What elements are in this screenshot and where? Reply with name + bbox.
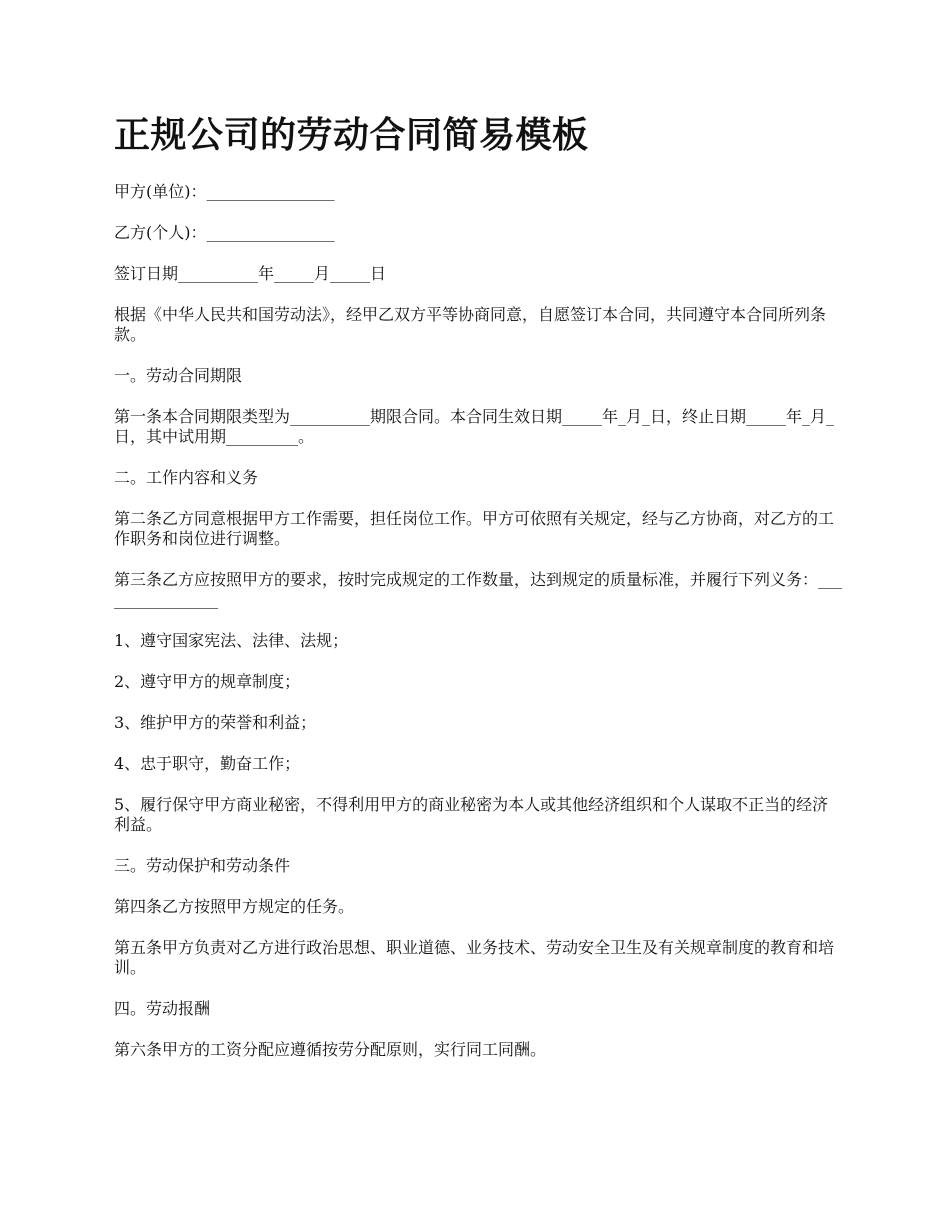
party-a-line: 甲方(单位)：________________	[114, 182, 335, 201]
section-heading-1: 一。劳动合同期限	[114, 366, 243, 385]
document-title: 正规公司的劳动合同简易模板	[114, 115, 589, 156]
article-1-paragraph: 第一条本合同期限类型为__________期限合同。本合同生效日期_____年_月_日，终止日期_____年_月_日，其中试用期_________。	[114, 407, 835, 446]
section-heading-3: 三。劳动保护和劳动条件	[114, 856, 291, 875]
preamble-paragraph: 根据《中华人民共和国劳动法》，经甲乙双方平等协商同意，自愿签订本合同，共同遵守本合同所列条款。	[114, 305, 827, 344]
duty-item-1: 1、遵守国家宪法、法律、法规；	[114, 631, 349, 650]
article-4-paragraph: 第四条乙方按照甲方规定的任务。	[114, 897, 355, 916]
duty-item-5: 5、履行保守甲方商业秘密，不得利用甲方的商业秘密为本人或其他经济组织和个人谋取不正当的经济利益。	[114, 795, 829, 834]
duty-item-2: 2、遵守甲方的规章制度；	[114, 672, 301, 691]
section-heading-4: 四。劳动报酬	[114, 999, 211, 1018]
signing-date-line: 签订日期__________年_____月_____日	[114, 264, 387, 283]
party-b-line: 乙方(个人)：________________	[114, 223, 335, 242]
duty-item-4: 4、忠于职守，勤奋工作；	[114, 754, 301, 773]
article-3-paragraph: 第三条乙方应按照甲方的要求，按时完成规定的工作数量，达到规定的质量标准，并履行下列义务：________________	[114, 570, 843, 609]
duty-item-3: 3、维护甲方的荣誉和利益；	[114, 713, 317, 732]
section-heading-2: 二。工作内容和义务	[114, 468, 259, 487]
article-6-paragraph: 第六条甲方的工资分配应遵循按劳分配原则，实行同工同酬。	[114, 1040, 547, 1059]
article-2-paragraph: 第二条乙方同意根据甲方工作需要，担任岗位工作。甲方可依照有关规定，经与乙方协商，对乙方的工作职务和岗位进行调整。	[114, 509, 835, 548]
article-5-paragraph: 第五条甲方负责对乙方进行政治思想、职业道德、业务技术、劳动安全卫生及有关规章制度的教育和培训。	[114, 938, 835, 977]
document-page	[114, 112, 844, 1081]
